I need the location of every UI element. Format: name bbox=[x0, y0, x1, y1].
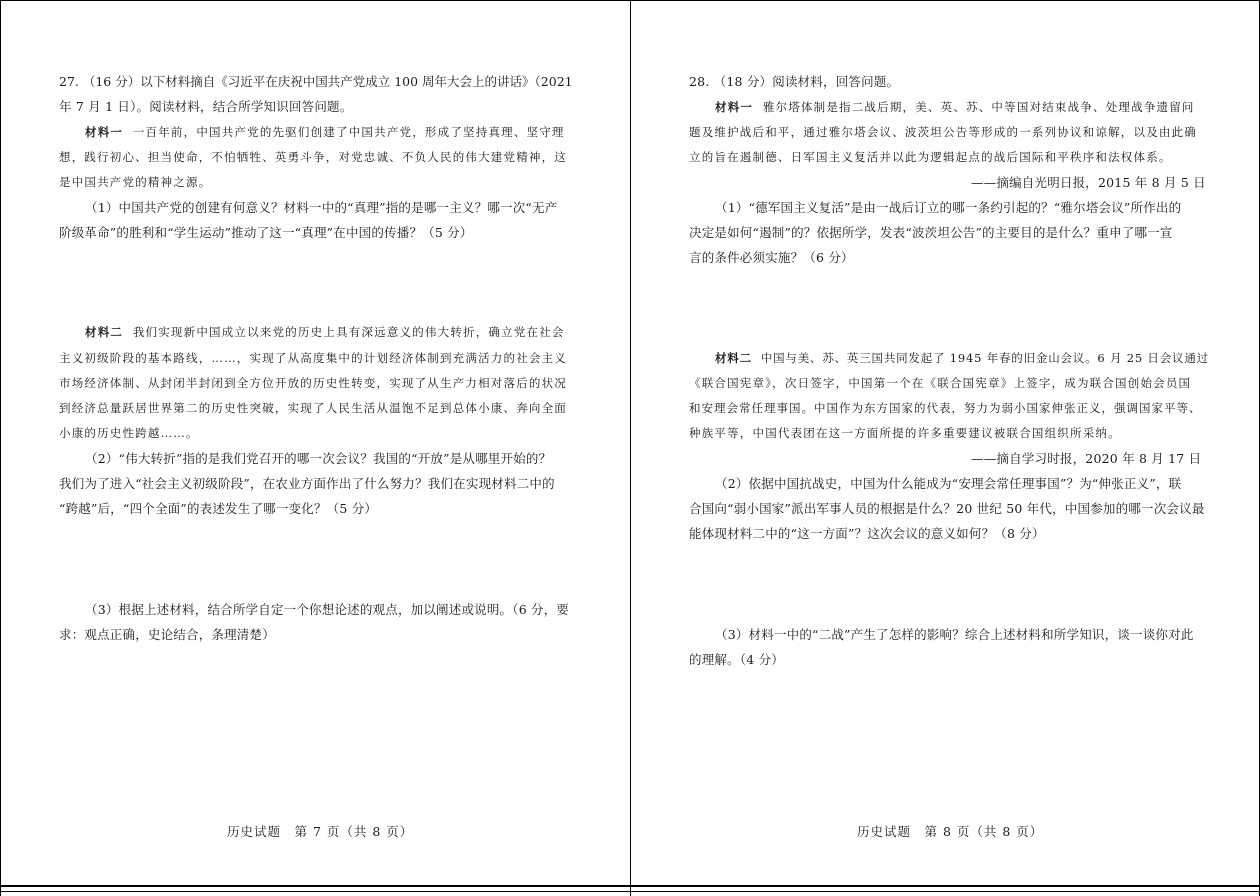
q27-heading-line-1: 27. （16 分）以下材料摘自《习近平在庆祝中国共产党成立 100 周年大会上的讲话》（2021 bbox=[59, 74, 573, 89]
q28-sub2-line-1: （2）依据中国抗战史，中国为什么能成为“安理会常任理事国”？为“伸张正义”，联 bbox=[715, 476, 1182, 491]
q27-material-2-line-2: 主义初级阶段的基本路线，……，实现了从高度集中的计划经济体制到充满活力的社会主义 bbox=[59, 351, 567, 365]
q27-sub2-line-2: 我们为了进入“社会主义初级阶段”，在农业方面作出了什么努力？我们在实现材料二中的 bbox=[59, 476, 555, 491]
q27-material-1-line-3: 是中国共产党的精神之源。 bbox=[59, 175, 212, 189]
q28-material-2-line-1 bbox=[715, 353, 1209, 365]
q27-sub1-line-2: 阶级革命”的胜利和“学生运动”推动了这一“真理”在中国的传播？（5 分） bbox=[59, 225, 473, 240]
material-1-label: 材料一 bbox=[715, 100, 754, 114]
bottom-border-rule bbox=[0, 891, 1260, 892]
q28-heading: 28. （18 分）阅读材料，回答问题。 bbox=[689, 74, 900, 89]
q28-material-2-line-4: 种族平等，中国代表团在这一方面所提的许多重要建议被联合国组织所采纳。 bbox=[689, 426, 1121, 440]
q28-sub2-line-3: 能体现材料二中的“这一方面”？这次会议的意义如何？（8 分） bbox=[689, 526, 1045, 541]
q28-material-1-line-3: 立的旨在遏制德、日军国主义复活并以此为逻辑起点的战后国际和平秩序和法权体系。 bbox=[689, 150, 1172, 164]
material-text: 我们实现新中国成立以来党的历史上具有深远意义的伟大转折，确立党在社会 bbox=[132, 325, 565, 339]
q27-sub3-line-1: （3）根据上述材料，结合所学自定一个你想论述的观点，加以阐述或说明。（6 分，要 bbox=[85, 602, 570, 617]
material-text: 一百年前，中国共产党的先驱们创建了中国共产党，形成了坚持真理、坚守理 bbox=[132, 125, 565, 139]
q28-material-1-line-2: 题及维护战后和平，通过雅尔塔会议、波茨坦公告等形成的一系列协议和谅解，以及由此确 bbox=[689, 125, 1197, 139]
q28-material-2-source: ——摘自学习时报，2020 年 8 月 17 日 bbox=[971, 451, 1202, 466]
page-footer: 历史试题 第 8 页（共 8 页） bbox=[857, 824, 1044, 839]
q27-sub1-line-1: （1）中国共产党的创建有何意义？材料一中的“真理”指的是哪一主义？哪一次“无产 bbox=[85, 200, 558, 215]
material-2-label: 材料二 bbox=[715, 351, 752, 365]
q27-material-1-line-2: 想，践行初心、担当使命，不怕牺牲、英勇斗争，对党忠诚、不负人民的伟大建党精神，这 bbox=[59, 150, 567, 164]
q28-sub1-line-2: 决定是如何“遏制”的？依据所学，发表“波茨坦公告”的主要目的是什么？重申了哪一宣 bbox=[689, 225, 1173, 240]
q28-material-1-line-1 bbox=[715, 102, 1195, 114]
q28-sub1-line-3: 言的条件必须实施？（6 分） bbox=[689, 250, 854, 265]
q28-material-2-line-2: 《联合国宪章》，次日签字，中国第一个在《联合国宪章》上签字，成为联合国创始会员国 bbox=[689, 376, 1192, 390]
q27-heading-line-2: 年 7 月 1 日）。阅读材料，结合所学知识回答问题。 bbox=[59, 99, 353, 114]
q27-material-2-line-5: 小康的历史性跨越……。 bbox=[59, 426, 199, 440]
q28-material-2-line-3: 和安理会常任理事国。中国作为东方国家的代表，努力为弱小国家伸张正义，强调国家平等、 bbox=[689, 401, 1202, 415]
exam-page-8 bbox=[630, 0, 1260, 896]
q28-sub1-line-1: （1）“德军国主义复活”是由一战后订立的哪一条约引起的？“雅尔塔会议”所作出的 bbox=[715, 200, 1182, 215]
q28-sub3-line-1: （3）材料一中的“二战”产生了怎样的影响？综合上述材料和所学知识，谈一谈你对此 bbox=[715, 627, 1194, 642]
q27-material-2-line-3: 市场经济体制、从封闭半封闭到全方位开放的历史性转变，实现了从生产力相对落后的状况 bbox=[59, 376, 567, 390]
q28-sub3-line-2: 的理解。（4 分） bbox=[689, 652, 784, 667]
q27-sub2-line-3: “跨越”后，“四个全面”的表述发生了哪一变化？（5 分） bbox=[59, 501, 378, 516]
q27-material-2-line-4: 到经济总量跃居世界第二的历史性突破，实现了人民生活从温饱不足到总体小康、奔向全面 bbox=[59, 401, 567, 415]
material-text: 中国与美、苏、英三国共同发起了 1945 年春的旧金山会议。6 月 25 日会议通过 bbox=[760, 351, 1209, 365]
q28-sub2-line-2: 合国向“弱小国家”派出军事人员的根据是什么？20 世纪 50 年代，中国参加的哪一次会议最 bbox=[689, 501, 1205, 516]
page-footer: 历史试题 第 7 页（共 8 页） bbox=[227, 824, 414, 839]
q27-sub2-line-1: （2）“伟大转折”指的是我们党召开的哪一次会议？我国的“开放”是从哪里开始的？ bbox=[85, 451, 552, 466]
material-1-label: 材料一 bbox=[85, 125, 124, 139]
q27-sub3-line-2: 求：观点正确，史论结合，条理清楚） bbox=[59, 627, 275, 642]
bottom-border-rule bbox=[0, 885, 1260, 887]
q27-material-1-line-1 bbox=[85, 127, 565, 139]
q27-material-2-line-1 bbox=[85, 327, 565, 339]
material-2-label: 材料二 bbox=[85, 325, 124, 339]
q28-material-1-source: ——摘编自光明日报，2015 年 8 月 5 日 bbox=[971, 175, 1206, 190]
material-text: 雅尔塔体制是指二战后期，美、英、苏、中等国对结束战争、处理战争遗留问 bbox=[762, 100, 1195, 114]
